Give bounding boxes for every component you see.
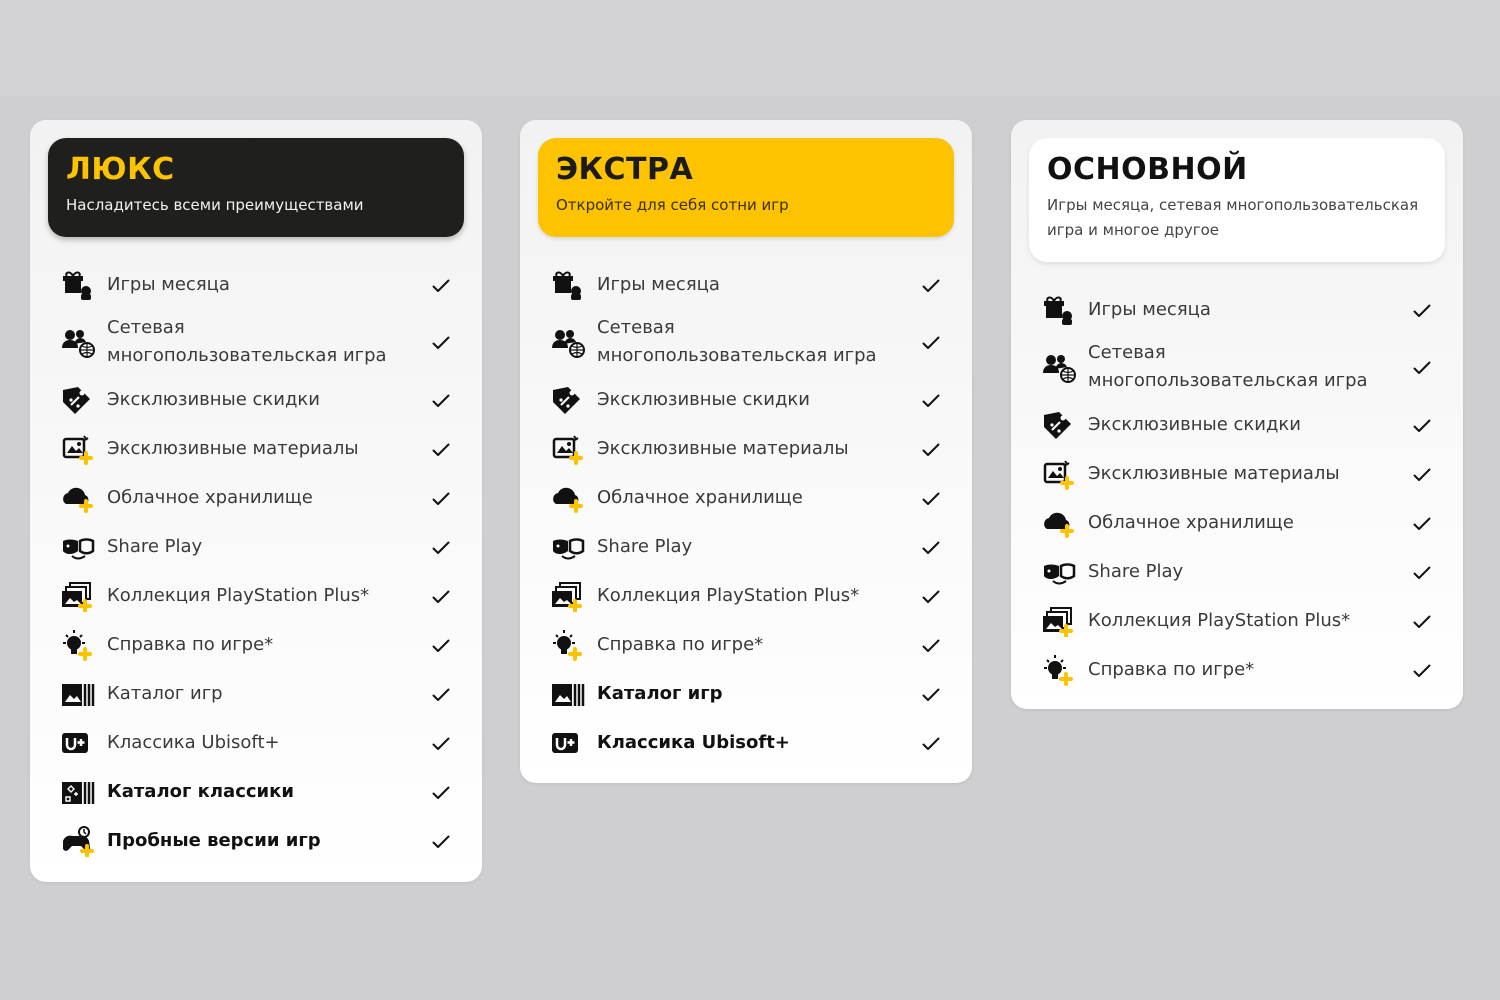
feature-label: Коллекция PlayStation Plus* <box>107 584 370 606</box>
feature-row <box>1011 547 1463 596</box>
feature-row <box>30 473 482 522</box>
collection-icon <box>550 580 586 612</box>
feature-label: Облачное хранилище <box>107 486 313 508</box>
feature-row <box>30 522 482 571</box>
plan-card-deluxe <box>30 120 482 882</box>
feature-label: Сетевая многопользовательская игра <box>597 317 877 366</box>
feature-row <box>1011 449 1463 498</box>
game-catalog-icon <box>60 678 96 710</box>
feature-row <box>520 424 972 473</box>
checkmark-icon <box>432 335 450 349</box>
feature-row <box>30 669 482 718</box>
feature-row <box>520 473 972 522</box>
feature-label: Эксклюзивные скидки <box>107 388 321 410</box>
checkmark-icon <box>432 736 450 750</box>
feature-row <box>30 424 482 473</box>
feature-label: Игры месяца <box>107 273 230 295</box>
checkmark-icon <box>432 393 450 407</box>
checkmark-icon <box>432 540 450 554</box>
feature-label: Облачное хранилище <box>597 486 803 508</box>
checkmark-icon <box>1413 303 1431 317</box>
plan-subtitle: Игры месяца, сетевая многопользовательская игра и многое другое <box>1047 196 1419 239</box>
checkmark-icon <box>1413 663 1431 677</box>
exclusive-content-icon <box>1041 458 1077 490</box>
feature-label: Игры месяца <box>1088 298 1211 320</box>
cloud-storage-icon <box>550 482 586 514</box>
discount-tag-icon <box>60 384 96 416</box>
checkmark-icon <box>922 687 940 701</box>
game-help-icon <box>550 629 586 661</box>
feature-row <box>1011 596 1463 645</box>
checkmark-icon <box>432 638 450 652</box>
feature-label: Каталог игр <box>107 682 223 704</box>
checkmark-icon <box>432 491 450 505</box>
feature-label: Справка по игре* <box>1088 658 1255 680</box>
feature-row <box>1011 498 1463 547</box>
gift-icon <box>550 269 586 301</box>
top-band <box>0 0 1500 96</box>
feature-label: Каталог игр <box>597 682 723 704</box>
feature-row <box>1011 285 1463 334</box>
feature-label: Эксклюзивные материалы <box>597 437 849 459</box>
checkmark-icon <box>922 393 940 407</box>
checkmark-icon <box>432 687 450 701</box>
checkmark-icon <box>922 736 940 750</box>
collection-icon <box>1041 605 1077 637</box>
feature-label: Эксклюзивные материалы <box>1088 462 1340 484</box>
feature-label: Каталог классики <box>107 780 294 802</box>
feature-label: Классика Ubisoft+ <box>597 731 790 753</box>
feature-label: Справка по игре* <box>597 633 764 655</box>
feature-label: Пробные версии игр <box>107 829 321 851</box>
feature-row <box>30 620 482 669</box>
cloud-storage-icon <box>1041 507 1077 539</box>
checkmark-icon <box>432 278 450 292</box>
plan-subtitle: Насладитесь всеми преимуществами <box>66 196 364 214</box>
plan-title: ЛЮКС <box>66 152 175 187</box>
classics-catalog-icon <box>60 776 96 808</box>
exclusive-content-icon <box>60 433 96 465</box>
checkmark-icon <box>1413 565 1431 579</box>
checkmark-icon <box>1413 467 1431 481</box>
checkmark-icon <box>922 589 940 603</box>
checkmark-icon <box>432 442 450 456</box>
feature-label: Классика Ubisoft+ <box>107 731 280 753</box>
feature-label: Справка по игре* <box>107 633 274 655</box>
share-play-icon <box>550 531 586 563</box>
feature-list <box>520 260 972 767</box>
multiplayer-icon <box>550 326 586 358</box>
feature-row <box>30 767 482 816</box>
feature-row <box>520 522 972 571</box>
feature-label: Коллекция PlayStation Plus* <box>1088 609 1351 631</box>
feature-row <box>520 309 972 375</box>
cloud-storage-icon <box>60 482 96 514</box>
feature-row <box>1011 334 1463 400</box>
ubisoft-icon <box>60 727 96 759</box>
checkmark-icon <box>432 589 450 603</box>
feature-label: Эксклюзивные скидки <box>1088 413 1302 435</box>
feature-row <box>520 620 972 669</box>
checkmark-icon <box>1413 418 1431 432</box>
feature-label: Эксклюзивные материалы <box>107 437 359 459</box>
feature-row <box>520 571 972 620</box>
feature-label: Игры месяца <box>597 273 720 295</box>
feature-label: Эксклюзивные скидки <box>597 388 811 410</box>
checkmark-icon <box>922 442 940 456</box>
feature-row <box>520 718 972 767</box>
feature-row <box>30 375 482 424</box>
plan-card-extra <box>520 120 972 783</box>
game-trials-icon <box>60 825 96 857</box>
checkmark-icon <box>1413 614 1431 628</box>
feature-row <box>30 309 482 375</box>
ubisoft-icon <box>550 727 586 759</box>
checkmark-icon <box>922 491 940 505</box>
discount-tag-icon <box>550 384 586 416</box>
plan-header-deluxe <box>48 138 464 237</box>
feature-label: Коллекция PlayStation Plus* <box>597 584 860 606</box>
multiplayer-icon <box>60 326 96 358</box>
feature-row <box>520 669 972 718</box>
game-help-icon <box>60 629 96 661</box>
feature-label: Share Play <box>597 535 693 557</box>
feature-list <box>1011 285 1463 694</box>
checkmark-icon <box>922 540 940 554</box>
game-help-icon <box>1041 654 1077 686</box>
feature-row <box>1011 400 1463 449</box>
gift-icon <box>1041 294 1077 326</box>
checkmark-icon <box>1413 360 1431 374</box>
checkmark-icon <box>922 278 940 292</box>
plan-title: ОСНОВНОЙ <box>1047 152 1248 187</box>
plan-header-essential <box>1029 138 1445 262</box>
feature-label: Сетевая многопользовательская игра <box>107 317 387 366</box>
plan-title: ЭКСТРА <box>556 152 694 187</box>
feature-row <box>520 260 972 309</box>
plan-card-essential <box>1011 120 1463 709</box>
feature-row <box>30 718 482 767</box>
feature-row <box>30 260 482 309</box>
feature-row <box>30 816 482 865</box>
feature-list <box>30 260 482 865</box>
multiplayer-icon <box>1041 351 1077 383</box>
game-catalog-icon <box>550 678 586 710</box>
checkmark-icon <box>1413 516 1431 530</box>
checkmark-icon <box>432 834 450 848</box>
feature-row <box>30 571 482 620</box>
collection-icon <box>60 580 96 612</box>
checkmark-icon <box>922 335 940 349</box>
feature-label: Share Play <box>1088 560 1184 582</box>
plan-header-extra <box>538 138 954 237</box>
gift-icon <box>60 269 96 301</box>
checkmark-icon <box>922 638 940 652</box>
feature-row <box>520 375 972 424</box>
share-play-icon <box>60 531 96 563</box>
share-play-icon <box>1041 556 1077 588</box>
feature-label: Сетевая многопользовательская игра <box>1088 342 1368 391</box>
feature-row <box>1011 645 1463 694</box>
plan-subtitle: Откройте для себя сотни игр <box>556 196 789 214</box>
discount-tag-icon <box>1041 409 1077 441</box>
feature-label: Облачное хранилище <box>1088 511 1294 533</box>
feature-label: Share Play <box>107 535 203 557</box>
exclusive-content-icon <box>550 433 586 465</box>
checkmark-icon <box>432 785 450 799</box>
